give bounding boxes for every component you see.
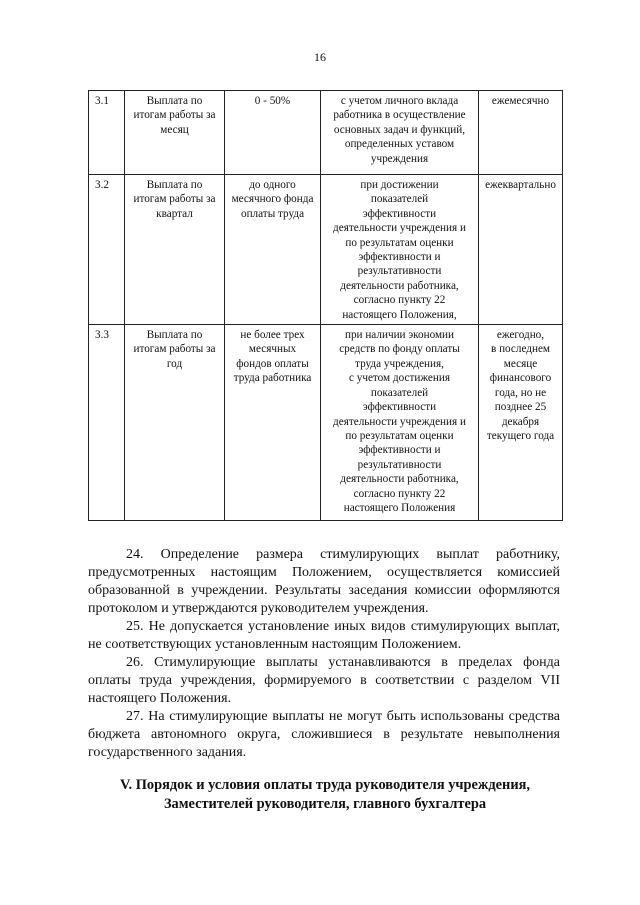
paragraph-26: 26. Стимулирующие выплаты устанавливаются в пределах фонда оплаты труда учреждения, формируемого в соответствии с разделом VII настоящего Положения. [88,655,560,706]
payment-period-cell [479,91,563,175]
payment-period-cell [479,325,563,521]
cell-line: оплаты труда [240,207,305,220]
cell-line: с учетом достижения [348,372,451,385]
cell-line: результативности [357,458,442,471]
payment-name-cell [125,325,225,521]
cell-line: ежегодно, [496,329,545,342]
paragraph-24: 24. Определение размера стимулирующих выплат работнику, предусмотренных настоящим Положением, осуществляется комиссией образованной в учреждении. Результаты заседания комиссии оформляются протоколом и утверждаются руководителем учреждения. [88,547,560,616]
cell-line: год [166,357,183,370]
payment-criteria-cell [321,175,479,325]
paragraph-25: 25. Не допускается установление иных видов стимулирующих выплат, не соответствующих установленным настоящим Положением. [88,619,560,652]
cell-line: в последнем [490,343,551,356]
cell-line: декабря [501,415,540,428]
cell-line: по результатам оценки [345,236,454,249]
table-row [89,91,563,175]
cell-line: финансового [489,372,552,385]
cell-line: деятельности учреждения и [333,415,466,428]
cell-line: итогам работы за [133,343,216,356]
cell-line: Выплата по [146,329,203,342]
cell-line: при наличии экономии [344,329,455,342]
cell-line: Выплата по [146,95,203,107]
cell-line: эффективности [362,401,437,414]
cell-line: месячных [248,343,297,356]
cell-line: средств по фонду оплаты [339,343,460,356]
cell-line: с учетом личного вклада [340,95,459,107]
cell-line: деятельности работника, [340,473,459,486]
cell-line: определенных уставом [344,138,455,151]
cell-line: Выплата по [146,179,203,191]
body-text [88,546,560,762]
cell-line: согласно пункту 22 [353,487,446,500]
payment-amount-cell [225,91,321,175]
cell-line: фондов оплаты [236,357,309,370]
payment-period-cell [479,175,563,325]
section-title-line-1: V. Порядок и условия оплаты труда руководителя учреждения, [119,777,531,793]
cell-line: согласно пункту 22 [353,294,446,307]
section-title [60,776,590,814]
cell-line: показателей [370,386,429,399]
cell-line: деятельности работника, [340,279,459,292]
payment-amount-cell [225,325,321,521]
cell-line: при достижении [360,179,439,191]
cell-line: итогам работы за [133,109,216,122]
cell-line: деятельности учреждения и [333,222,466,235]
cell-line: работника в осуществление [333,109,466,122]
cell-line: эффективности и [358,251,441,264]
cell-line: результативности [357,265,442,278]
payment-criteria-cell [321,91,479,175]
table-row [89,175,563,325]
cell-line: по результатам оценки [345,429,454,442]
cell-line: года, но не [494,386,547,399]
payment-criteria-cell [321,325,479,521]
cell-line: настоящего Положения [343,501,456,514]
cell-line: 0 - 50% [254,95,291,107]
cell-line: настоящего Положения, [342,308,457,321]
paragraph-27: 27. На стимулирующие выплаты не могут быть использованы средства бюджета автономного округа, сложившиеся в результате невыполнения государственного задания. [88,709,560,760]
incentive-payments-table [88,90,563,521]
payment-amount-cell [225,175,321,325]
cell-line: месяце [503,357,538,370]
cell-line: ежемесячно [491,95,550,107]
cell-line: итогам работы за [133,193,216,206]
cell-line: эффективности и [358,444,441,457]
cell-line: показателей [370,193,429,206]
cell-line: эффективности [362,207,437,220]
table-row [89,325,563,521]
cell-line: не более трех [240,329,305,342]
cell-line: до одного [249,179,296,191]
cell-line: квартал [156,207,193,220]
row-number-cell: 3.2 [89,175,125,325]
payment-name-cell [125,91,225,175]
cell-line: ежеквартально [485,179,556,191]
cell-line: труда работника [233,372,312,385]
row-number-cell: 3.1 [89,91,125,175]
section-title-line-2: Заместителей руководителя, главного бухгалтера [163,796,487,812]
row-number-cell: 3.3 [89,325,125,521]
cell-line: позднее 25 [494,401,547,414]
cell-line: труда учреждения, [355,357,444,370]
cell-line: месяц [160,123,189,136]
page-number: 16 [314,50,326,64]
cell-line: учреждения [370,152,429,165]
cell-line: месячного фонда [231,193,314,206]
cell-line: текущего года [486,429,555,442]
payment-name-cell [125,175,225,325]
cell-line: основных задач и функций, [333,123,466,136]
